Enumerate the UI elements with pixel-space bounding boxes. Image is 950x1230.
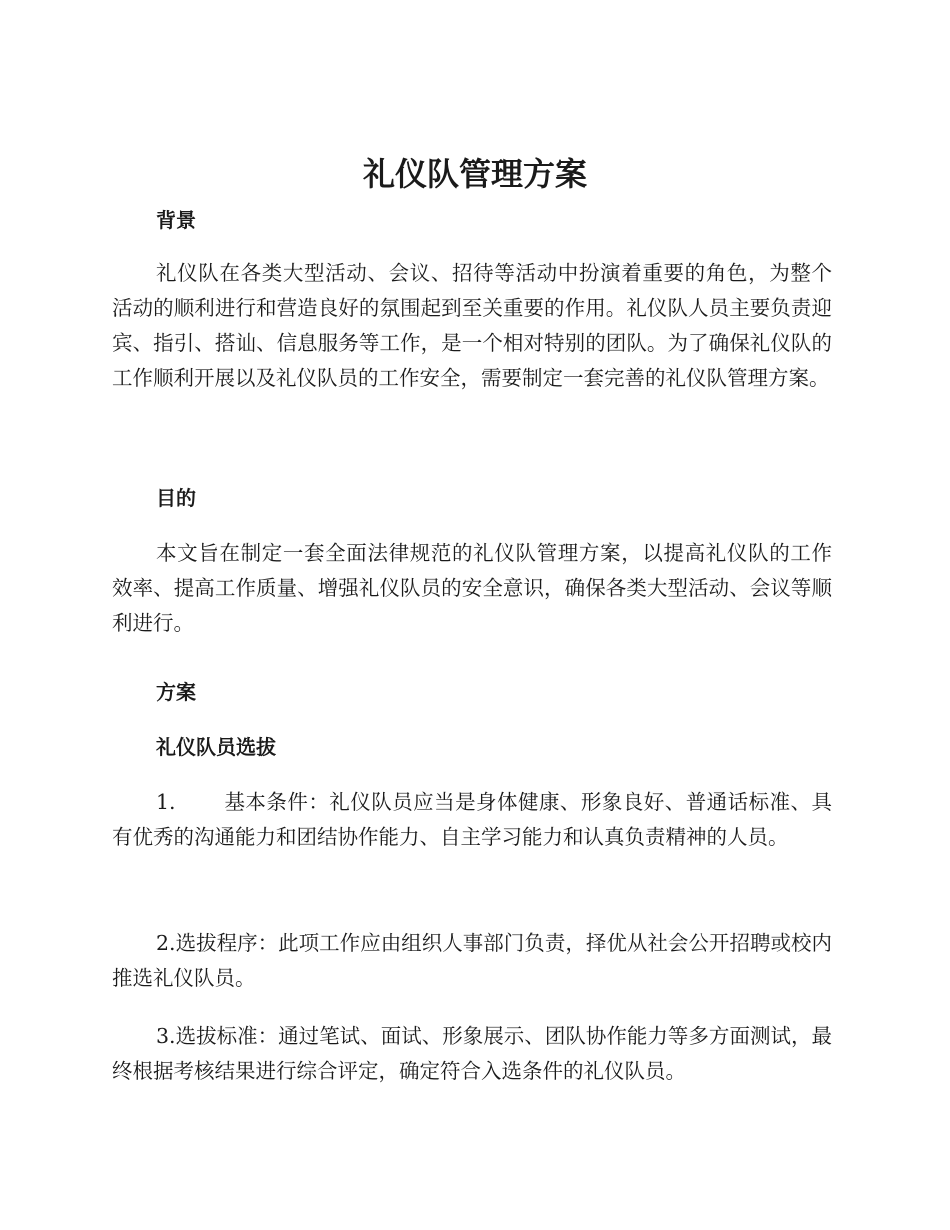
- document-title: 礼仪队管理方案: [362, 155, 587, 193]
- heading-plan: 方案: [156, 680, 196, 704]
- paragraph-background: 礼仪队在各类大型活动、会议、招待等活动中扮演着重要的角色，为整个活动的顺利进行和营造良好的氛围起到至关重要的作用。礼仪队人员主要负责迎宾、指引、搭讪、信息服务等工作，是一个相对特别的团队。为了确保礼仪队的工作顺利开展以及礼仪队员的工作安全，需要制定一套完善的礼仪队管理方案。: [112, 261, 832, 390]
- list-item-1-text: 基本条件：礼仪队员应当是身体健康、形象良好、普通话标准、具有优秀的沟通能力和团结协作能力、自主学习能力和认真负责精神的人员。: [112, 790, 832, 849]
- heading-purpose: 目的: [156, 486, 196, 510]
- list-item-2: 2.选拔程序：此项工作应由组织人事部门负责，择优从社会公开招聘或校内推选礼仪队员。: [112, 931, 832, 990]
- paragraph-purpose: 本文旨在制定一套全面法律规范的礼仪队管理方案，以提高礼仪队的工作效率、提高工作质量、增强礼仪队员的安全意识，确保各类大型活动、会议等顺利进行。: [112, 541, 832, 635]
- list-item-3: 3.选拔标准：通过笔试、面试、形象展示、团队协作能力等多方面测试，最终根据考核结果进行综合评定，确定符合入选条件的礼仪队员。: [112, 1024, 832, 1083]
- heading-background: 背景: [156, 208, 196, 232]
- list-item-1: [112, 785, 832, 855]
- list-item-1-number: 1.: [156, 790, 176, 814]
- heading-selection: 礼仪队员选拔: [156, 735, 276, 759]
